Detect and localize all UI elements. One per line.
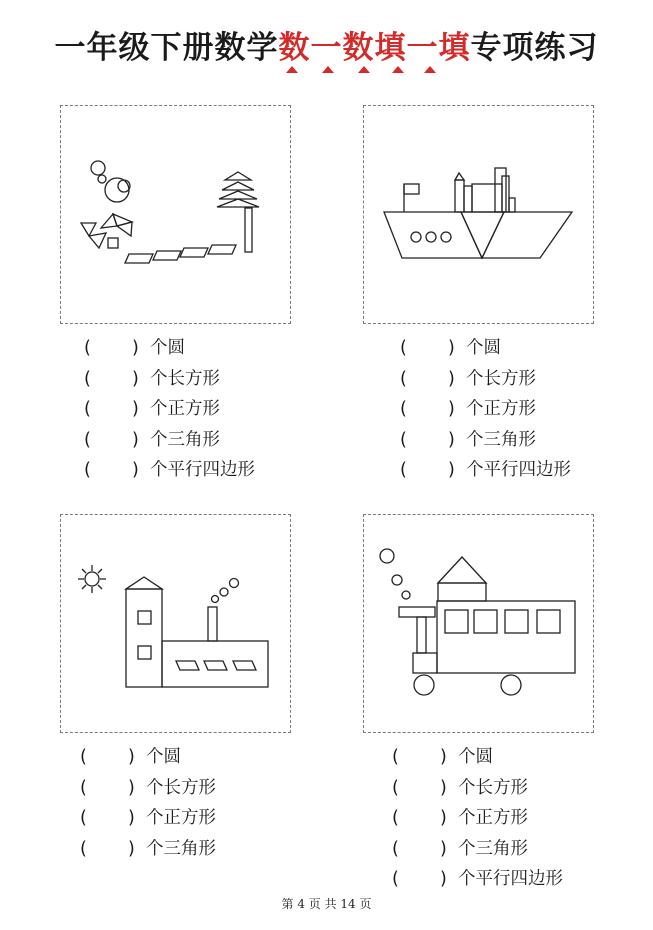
- open-paren: (: [84, 429, 91, 450]
- factory-drawing: [61, 515, 292, 734]
- open-paren: (: [80, 747, 87, 767]
- close-paren: ): [128, 808, 135, 829]
- close-paren: ): [440, 838, 447, 859]
- open-paren: (: [84, 399, 91, 420]
- close-paren: ): [448, 429, 455, 450]
- question-text: 个平行四边形: [150, 460, 255, 481]
- open-paren: (: [400, 368, 407, 389]
- open-paren: (: [80, 838, 87, 859]
- question-text: 个正方形: [466, 399, 536, 420]
- ship-drawing: [364, 106, 595, 325]
- close-paren: ): [440, 869, 447, 890]
- open-paren: (: [84, 338, 91, 358]
- question-text: 个正方形: [150, 399, 220, 420]
- question-text: 个三角形: [146, 838, 216, 859]
- page-footer: 第 4 页 共 14 页: [281, 897, 372, 911]
- question-text: 个平行四边形: [466, 460, 571, 481]
- open-paren: (: [80, 808, 87, 829]
- close-paren: ): [128, 838, 135, 859]
- close-paren: ): [440, 777, 447, 798]
- close-paren: ): [448, 399, 455, 420]
- panel-ship-figure: [363, 105, 594, 324]
- open-paren: (: [392, 747, 399, 767]
- close-paren: ): [448, 460, 455, 481]
- close-paren: ): [132, 338, 139, 358]
- title-part-3: 专项练习: [470, 30, 599, 66]
- open-paren: (: [400, 338, 407, 358]
- open-paren: (: [392, 838, 399, 859]
- question-text: 个正方形: [458, 808, 528, 829]
- close-paren: ): [132, 429, 139, 450]
- question-text: 个平行四边形: [458, 869, 563, 890]
- open-paren: (: [392, 777, 399, 798]
- fox-tree-drawing: [61, 106, 292, 325]
- open-paren: (: [80, 777, 87, 798]
- title-emphasis-marks: [280, 62, 480, 76]
- question-text: 个圆: [466, 338, 501, 358]
- question-text: 个三角形: [458, 838, 528, 859]
- close-paren: ): [448, 338, 455, 358]
- panel-fox-tree-figure: [60, 105, 291, 324]
- close-paren: ): [128, 747, 135, 767]
- open-paren: (: [392, 869, 399, 890]
- question-text: 个长方形: [150, 368, 220, 389]
- question-text: 个三角形: [466, 429, 536, 450]
- question-text: 个三角形: [150, 429, 220, 450]
- close-paren: ): [440, 747, 447, 767]
- question-text: 个正方形: [146, 808, 216, 829]
- open-paren: (: [84, 460, 91, 481]
- panel-bus-figure: [363, 514, 594, 733]
- close-paren: ): [132, 399, 139, 420]
- question-text: 个长方形: [146, 777, 216, 798]
- title-part-1: 一年级下册数学: [54, 30, 279, 66]
- close-paren: ): [128, 777, 135, 798]
- question-text: 个圆: [150, 338, 185, 358]
- page-title: [0, 22, 653, 67]
- bus-drawing: [364, 515, 595, 734]
- open-paren: (: [84, 368, 91, 389]
- open-paren: (: [400, 429, 407, 450]
- panel-factory-figure: [60, 514, 291, 733]
- open-paren: (: [400, 399, 407, 420]
- open-paren: (: [400, 460, 407, 481]
- close-paren: ): [132, 368, 139, 389]
- title-part-2: 数一数填一填: [278, 30, 471, 66]
- close-paren: ): [440, 808, 447, 829]
- question-text: 个圆: [458, 747, 493, 767]
- close-paren: ): [132, 460, 139, 481]
- open-paren: (: [392, 808, 399, 829]
- close-paren: ): [448, 368, 455, 389]
- question-text: 个圆: [146, 747, 181, 767]
- question-text: 个长方形: [458, 777, 528, 798]
- question-text: 个长方形: [466, 368, 536, 389]
